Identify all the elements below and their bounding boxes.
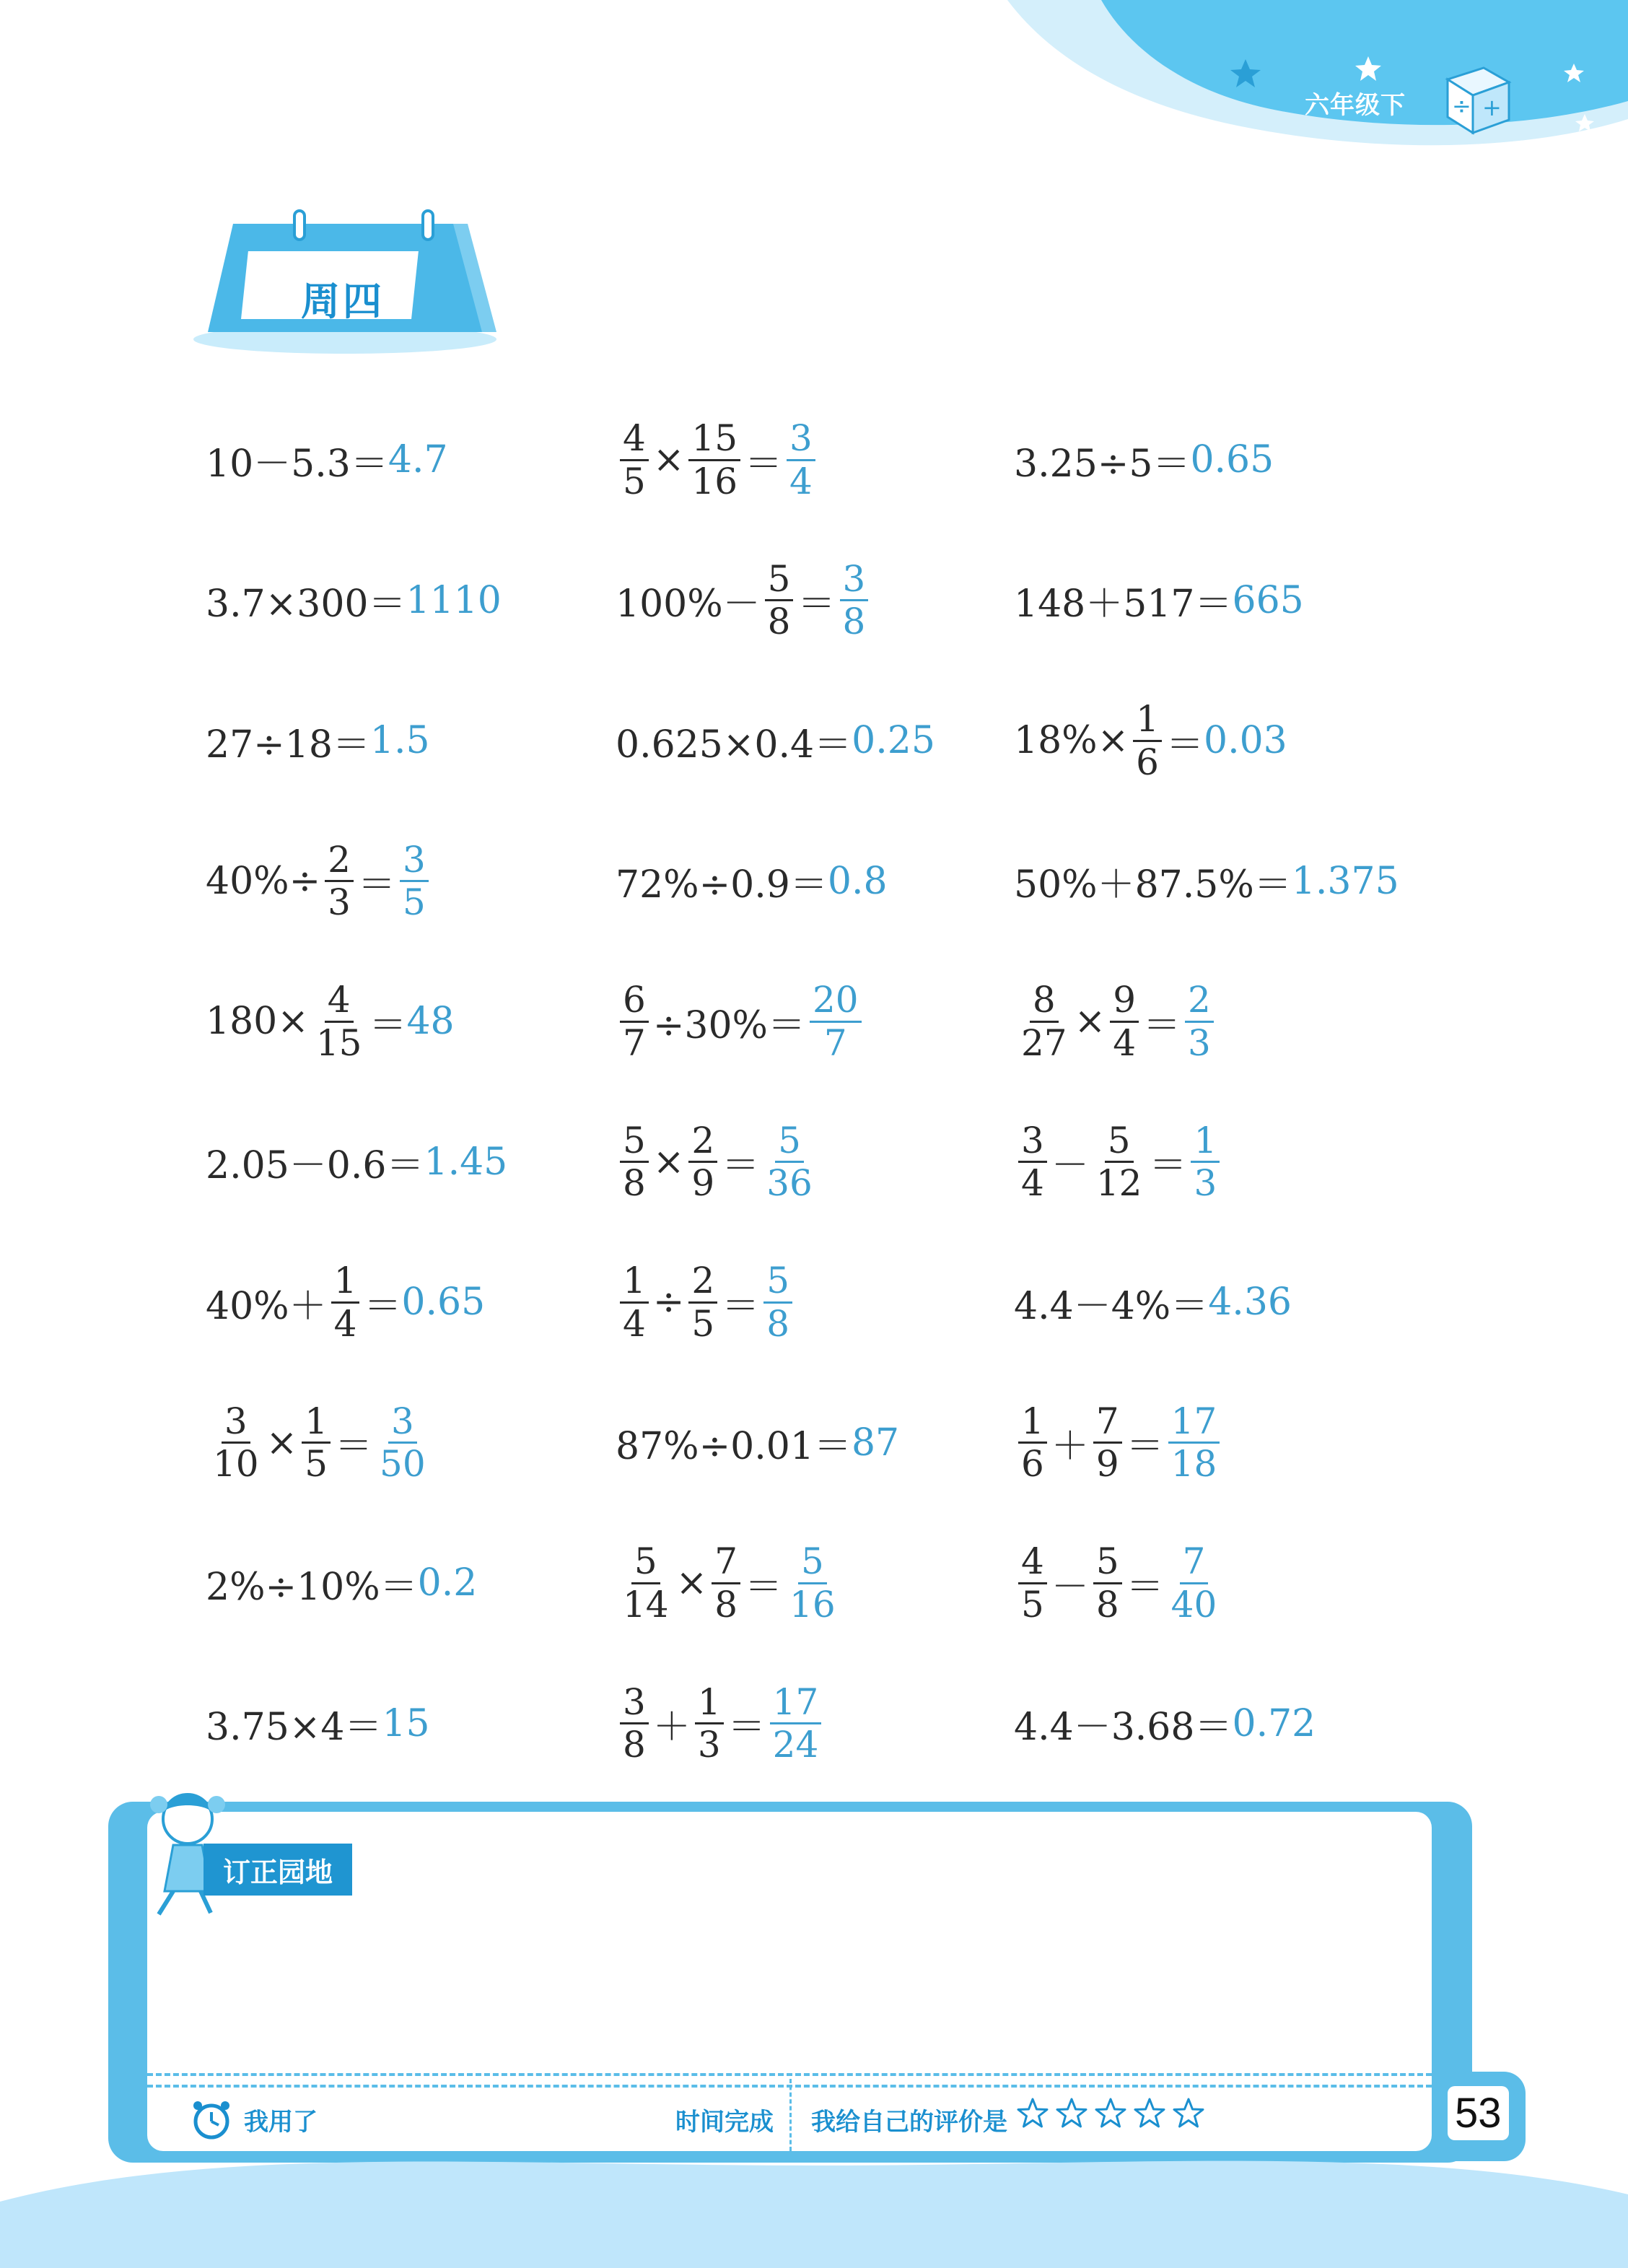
fraction-numerator: 1: [620, 1262, 649, 1304]
problem-item: [616, 811, 888, 951]
problem-item: [206, 811, 433, 951]
expression-text: 15: [382, 1701, 430, 1745]
fraction: [688, 1119, 717, 1204]
fraction-numerator: 3: [840, 560, 869, 602]
handwritten-answer: [1164, 1400, 1225, 1485]
expression-text: 40%＋: [206, 1284, 327, 1328]
fraction-numerator: 3: [1018, 1122, 1047, 1164]
fraction-numerator: 1: [695, 1683, 724, 1725]
expression-text: ×: [266, 1421, 298, 1465]
fraction-denominator: 8: [767, 601, 791, 642]
problem-item: [1014, 951, 1218, 1091]
fraction: [313, 981, 365, 1062]
problem-expression: [1014, 1400, 1164, 1485]
expression-text: ×: [652, 438, 685, 481]
fraction-numerator: 9: [1110, 981, 1139, 1023]
fraction-numerator: 15: [688, 419, 740, 461]
problem-item: [616, 1654, 826, 1794]
expression-text: ＝: [722, 1284, 760, 1328]
expression-text: ＝: [1143, 1003, 1181, 1047]
problem-item: [616, 390, 820, 530]
handwritten-answer: [370, 719, 430, 762]
problem-expression: [616, 1119, 760, 1204]
fraction: [1093, 1400, 1122, 1485]
expression-text: －: [1051, 1144, 1089, 1187]
expression-text: ＝: [1165, 723, 1204, 767]
handwritten-answer: [406, 579, 502, 622]
handwritten-answer: [1233, 579, 1304, 622]
problem-item: [616, 1513, 843, 1653]
fraction-numerator: 1: [302, 1403, 331, 1444]
problem-item: [206, 1373, 433, 1513]
fraction-denominator: 5: [402, 881, 426, 923]
fraction: [377, 1400, 429, 1485]
problem-item: [206, 951, 455, 1091]
fraction-numerator: 17: [1168, 1403, 1220, 1444]
fraction: [1018, 1400, 1047, 1485]
fraction-numerator: 3: [388, 1403, 417, 1444]
fraction-denominator: 6: [1136, 741, 1159, 783]
fraction: [620, 419, 649, 500]
expression-text: ＝: [727, 1706, 766, 1749]
problem-expression: [616, 557, 836, 642]
expression-text: ＋: [652, 1706, 691, 1749]
expression-text: ＋: [1051, 1425, 1089, 1468]
fraction-numerator: 6: [620, 981, 649, 1023]
expression-text: ×: [652, 1140, 685, 1184]
problem-item: [206, 1654, 430, 1794]
problem-expression: [206, 1135, 424, 1189]
expression-text: 1.45: [424, 1140, 508, 1184]
fraction-denominator: 4: [1021, 1162, 1044, 1204]
expression-text: 665: [1232, 578, 1304, 622]
handwritten-answer: [782, 1540, 843, 1626]
fraction: [763, 1262, 792, 1343]
fraction-numerator: 3: [400, 841, 429, 883]
fraction-numerator: 7: [1093, 1403, 1122, 1444]
handwritten-answer: [836, 557, 873, 642]
fraction-denominator: 16: [691, 460, 738, 502]
problem-expression: [616, 854, 828, 908]
fraction-numerator: 7: [712, 1543, 740, 1584]
handwritten-answer: [759, 1262, 797, 1343]
problem-item: [1014, 811, 1399, 951]
expression-text: 18%×: [1014, 719, 1129, 762]
fraction-denominator: 3: [1188, 1021, 1211, 1064]
handwritten-answer: [1292, 860, 1399, 903]
problem-item: [616, 671, 935, 811]
expression-text: 87%÷0.01＝: [616, 1425, 852, 1468]
correction-title: 订正园地: [204, 1844, 352, 1896]
fraction-denominator: 3: [328, 881, 351, 923]
fraction: [1018, 981, 1070, 1062]
fraction-denominator: 18: [1170, 1443, 1217, 1485]
fraction-numerator: 3: [222, 1403, 250, 1444]
expression-text: 4.7: [388, 438, 448, 481]
expression-text: 4.36: [1208, 1281, 1292, 1324]
expression-text: 0.65: [401, 1281, 486, 1324]
fraction: [1018, 1540, 1047, 1626]
expression-text: ÷: [652, 1281, 685, 1324]
fraction-denominator: 4: [333, 1302, 357, 1345]
fraction: [712, 1540, 740, 1626]
handwritten-answer: [1190, 438, 1274, 481]
fraction-numerator: 5: [620, 1122, 649, 1164]
fraction-numerator: 5: [775, 1122, 804, 1164]
problem-expression: [206, 1696, 382, 1750]
fraction: [331, 1262, 360, 1343]
handwritten-answer: [782, 419, 820, 500]
fraction-denominator: 6: [1021, 1443, 1044, 1485]
expression-text: 0.72: [1232, 1701, 1316, 1745]
expression-text: 1.375: [1291, 859, 1399, 903]
fraction-denominator: 5: [305, 1443, 328, 1485]
fraction-numerator: 2: [1185, 981, 1214, 1023]
fraction-denominator: 3: [697, 1724, 721, 1766]
fraction: [1093, 1540, 1122, 1626]
expression-text: 0.03: [1203, 719, 1287, 762]
problem-item: [206, 390, 448, 530]
fraction: [620, 1540, 672, 1626]
fraction-numerator: 5: [763, 1262, 792, 1304]
expression-text: 2.05－0.6＝: [206, 1144, 424, 1187]
fraction-denominator: 8: [623, 1162, 646, 1204]
expression-text: ＝: [1126, 1565, 1164, 1609]
header-wave-decoration: [1007, 0, 1628, 152]
problem-item: [1014, 671, 1287, 811]
fraction-denominator: 27: [1021, 1021, 1067, 1064]
fraction-numerator: 4: [620, 419, 649, 461]
handwritten-answer: [1232, 1702, 1316, 1745]
fraction-numerator: 3: [620, 1683, 649, 1725]
expression-text: 2%÷10%＝: [206, 1565, 418, 1609]
fraction-numerator: 5: [765, 560, 794, 602]
expression-text: 180×: [206, 1000, 309, 1043]
handwritten-answer: [1186, 1119, 1224, 1204]
problem-expression: [206, 714, 370, 768]
expression-text: ＝: [364, 1284, 402, 1328]
fraction-denominator: 9: [691, 1162, 715, 1204]
fraction: [787, 419, 815, 500]
handwritten-answer: [406, 1000, 454, 1043]
expression-text: ＝: [797, 583, 836, 626]
expression-text: 100%－: [616, 583, 761, 626]
fraction-denominator: 7: [623, 1021, 646, 1064]
fraction: [325, 838, 354, 923]
fraction: [400, 838, 429, 923]
expression-text: ＝: [369, 1003, 407, 1047]
fraction-denominator: 4: [623, 1302, 646, 1345]
handwritten-answer: [1208, 1281, 1292, 1324]
problem-expression: [1014, 1540, 1164, 1626]
handwritten-answer: [828, 860, 888, 903]
fraction: [810, 981, 862, 1062]
fraction-denominator: 40: [1170, 1583, 1217, 1626]
fraction-denominator: 36: [766, 1162, 813, 1204]
problem-expression: [206, 433, 388, 487]
day-label: 周四: [301, 279, 385, 324]
expression-text: 87: [851, 1421, 900, 1465]
expression-text: 0.25: [852, 719, 935, 762]
problem-item: [1014, 1373, 1224, 1513]
fraction-denominator: 24: [772, 1724, 819, 1766]
problem-expression: [616, 1680, 766, 1766]
handwritten-answer: [418, 1561, 478, 1605]
handwritten-answer: [805, 981, 866, 1062]
fraction-numerator: 1: [1133, 700, 1162, 742]
fraction-denominator: 3: [1194, 1162, 1217, 1204]
problem-grid: [206, 390, 1505, 1783]
handwritten-answer: [388, 438, 448, 481]
problem-item: [206, 671, 430, 811]
handwritten-answer: [395, 838, 433, 923]
expression-text: ÷30%＝: [652, 1003, 805, 1047]
problem-item: [616, 951, 866, 1091]
expression-text: －: [1051, 1565, 1089, 1609]
expression-text: 72%÷0.9＝: [616, 863, 828, 907]
fraction: [1133, 700, 1162, 781]
fraction-numerator: 8: [1030, 981, 1059, 1023]
problem-expression: [1014, 1696, 1232, 1750]
fraction: [1168, 1540, 1220, 1626]
problem-item: [206, 531, 502, 671]
fraction-numerator: 1: [1191, 1122, 1220, 1164]
problem-item: [616, 1232, 797, 1372]
fraction-denominator: 8: [623, 1724, 646, 1766]
expression-text: ＝: [722, 1144, 760, 1187]
fraction-denominator: 8: [766, 1302, 790, 1345]
fraction-numerator: 2: [325, 841, 354, 883]
handwritten-answer: [1204, 719, 1287, 762]
problem-item: [1014, 1232, 1292, 1372]
handwritten-answer: [401, 1281, 485, 1324]
problem-expression: [1014, 433, 1190, 487]
fraction: [763, 1119, 815, 1204]
handwritten-answer: [1164, 1540, 1225, 1626]
problem-expression: [1014, 573, 1233, 627]
problem-expression: [206, 1262, 401, 1343]
handwritten-answer: [852, 719, 935, 762]
fraction: [688, 1262, 717, 1343]
expression-text: 50%＋87.5%＝: [1014, 863, 1292, 907]
problem-expression: [616, 1416, 852, 1470]
fraction-denominator: 8: [714, 1583, 738, 1626]
problem-expression: [206, 1400, 373, 1485]
problem-item: [1014, 1513, 1224, 1653]
fraction: [1110, 981, 1139, 1062]
time-used-label: 我用了: [244, 2108, 318, 2136]
page-number: 53: [1448, 2086, 1509, 2140]
fraction: [1168, 1400, 1220, 1485]
expression-text: 0.8: [827, 859, 888, 903]
expression-text: ＝: [745, 442, 783, 486]
expression-text: 3.25÷5＝: [1014, 442, 1191, 486]
expression-text: 3.75×4＝: [206, 1706, 382, 1749]
problem-item: [1014, 1092, 1224, 1232]
problem-item: [1014, 531, 1304, 671]
fraction-denominator: 5: [1021, 1583, 1044, 1626]
time-complete-label: 时间完成: [675, 2108, 774, 2136]
fraction: [695, 1680, 724, 1766]
fraction-numerator: 5: [631, 1543, 660, 1584]
handwritten-answer: [759, 1119, 820, 1204]
fraction: [1018, 1119, 1047, 1204]
fraction-numerator: 5: [1105, 1122, 1134, 1164]
fraction-denominator: 9: [1095, 1443, 1119, 1485]
handwritten-answer: [424, 1140, 507, 1184]
fraction-denominator: 4: [1113, 1021, 1137, 1064]
expression-text: 48: [406, 1000, 455, 1043]
fraction-numerator: 5: [798, 1543, 827, 1584]
fraction-numerator: 4: [325, 981, 354, 1023]
fraction-numerator: 2: [688, 1262, 717, 1304]
footer-wave-decoration: [0, 2115, 1628, 2268]
expression-text: ×: [1074, 1000, 1106, 1043]
grade-label: 六年级下: [1305, 92, 1406, 119]
svg-text:+: +: [1482, 94, 1502, 121]
expression-text: 0.2: [417, 1561, 478, 1605]
fraction: [620, 1262, 649, 1343]
fraction-numerator: 5: [1093, 1543, 1122, 1584]
fraction-denominator: 7: [823, 1021, 847, 1064]
problem-expression: [616, 1262, 759, 1343]
expression-text: 40%÷: [206, 859, 321, 903]
expression-text: 0.65: [1190, 438, 1274, 481]
problem-expression: [616, 714, 852, 768]
problem-item: [1014, 390, 1274, 530]
fraction-denominator: 8: [1095, 1583, 1119, 1626]
svg-text:÷: ÷: [1452, 92, 1471, 120]
problem-expression: [616, 1540, 783, 1626]
fraction: [765, 557, 794, 642]
fraction: [787, 1540, 839, 1626]
fraction-denominator: 5: [691, 1302, 715, 1345]
handwritten-answer: [852, 1421, 899, 1465]
expression-text: 1.5: [369, 719, 430, 762]
fraction-numerator: 7: [1180, 1543, 1209, 1584]
expression-text: ＝: [745, 1565, 783, 1609]
expression-text: ＝: [1149, 1144, 1187, 1187]
handwritten-answer: [372, 1400, 433, 1485]
problem-item: [206, 1513, 477, 1653]
expression-text: 1110: [406, 578, 502, 622]
problem-expression: [616, 981, 805, 1062]
fraction-denominator: 15: [315, 1021, 362, 1064]
fraction-denominator: 12: [1095, 1162, 1142, 1204]
fraction: [620, 1680, 649, 1766]
fraction-denominator: 50: [380, 1443, 426, 1485]
fraction-numerator: 17: [770, 1683, 822, 1725]
fraction-denominator: 8: [842, 601, 866, 642]
fraction-denominator: 10: [213, 1443, 259, 1485]
problem-expression: [206, 1556, 418, 1610]
problem-item: [616, 1092, 820, 1232]
problem-expression: [206, 981, 406, 1062]
math-dice-icon: [1440, 58, 1513, 137]
fraction: [1191, 1119, 1220, 1204]
problem-expression: [206, 573, 406, 627]
fraction-denominator: 16: [789, 1583, 836, 1626]
handwritten-answer: [1181, 981, 1218, 1062]
problem-expression: [1014, 700, 1204, 781]
fraction-denominator: 5: [623, 460, 646, 502]
fraction: [1185, 981, 1214, 1062]
handwritten-answer: [382, 1702, 429, 1745]
fraction: [688, 419, 740, 500]
fraction-numerator: 20: [810, 981, 862, 1023]
fraction-denominator: 14: [623, 1583, 669, 1626]
expression-text: ＝: [357, 863, 395, 907]
self-evaluation-label: 我给自己的评价是: [811, 2108, 1007, 2136]
expression-text: ＝: [335, 1425, 373, 1468]
fraction: [840, 557, 869, 642]
expression-text: ＝: [1126, 1425, 1164, 1468]
fraction-numerator: 1: [331, 1262, 360, 1304]
problem-item: [616, 531, 872, 671]
fraction: [620, 1119, 649, 1204]
fraction: [1093, 1119, 1145, 1204]
problem-item: [206, 1092, 507, 1232]
problem-expression: [1014, 1275, 1208, 1330]
fraction: [770, 1680, 822, 1766]
problem-item: [206, 1232, 485, 1372]
problem-expression: [616, 419, 782, 500]
handwritten-answer: [766, 1680, 826, 1766]
fraction-numerator: 3: [787, 419, 815, 461]
expression-text: 4.4－3.68＝: [1014, 1706, 1233, 1749]
fraction-numerator: 1: [1018, 1403, 1047, 1444]
expression-text: 27÷18＝: [206, 723, 370, 767]
fraction: [302, 1400, 331, 1485]
problem-expression: [1014, 981, 1181, 1062]
footer-divider: [147, 2073, 1432, 2076]
fraction-numerator: 4: [1018, 1543, 1047, 1584]
expression-text: 4.4－4%＝: [1014, 1284, 1209, 1328]
expression-text: 148＋517＝: [1014, 583, 1233, 626]
problem-item: [1014, 1654, 1316, 1794]
fraction: [620, 981, 649, 1062]
problem-item: [616, 1373, 899, 1513]
expression-text: 0.625×0.4＝: [616, 723, 852, 767]
expression-text: 3.7×300＝: [206, 583, 406, 626]
fraction-denominator: 4: [789, 460, 813, 502]
fraction: [210, 1400, 262, 1485]
expression-text: ×: [675, 1561, 708, 1605]
fraction-numerator: 2: [688, 1122, 717, 1164]
expression-text: 10－5.3＝: [206, 442, 388, 486]
problem-expression: [1014, 1119, 1187, 1204]
problem-expression: [1014, 854, 1292, 908]
problem-expression: [206, 838, 395, 923]
